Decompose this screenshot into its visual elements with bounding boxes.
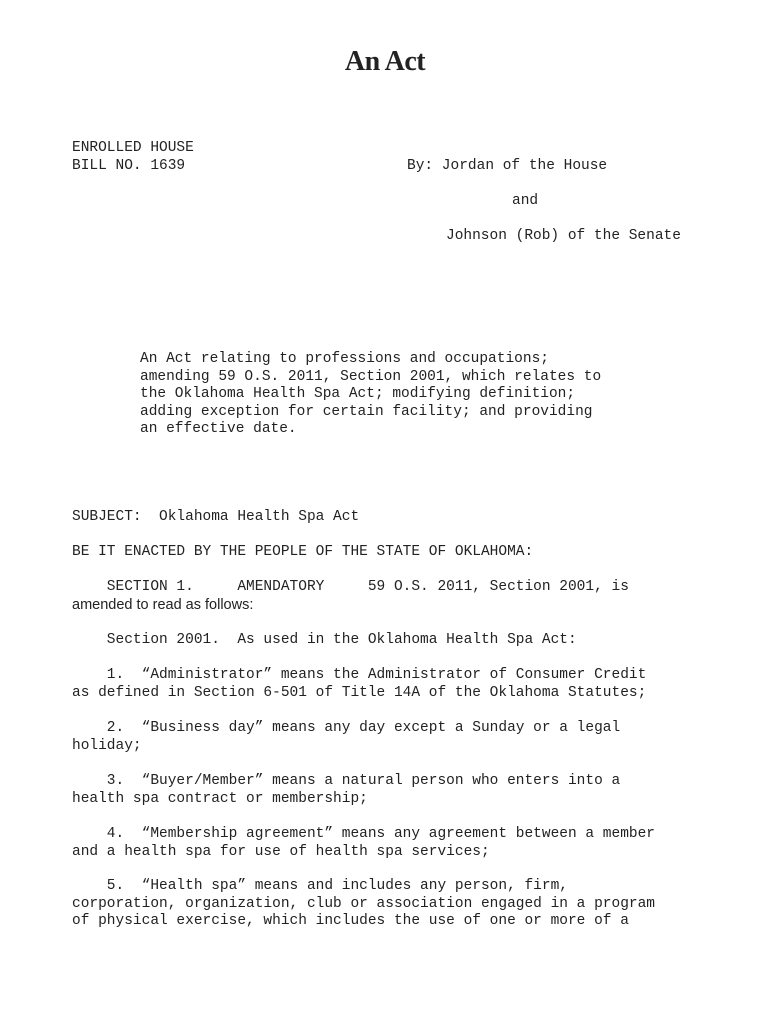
bill-label-line1: ENROLLED HOUSE: [72, 140, 194, 156]
paragraph-line: holiday;: [72, 737, 142, 754]
summary-line: amending 59 O.S. 2011, Section 2001, which relates to: [140, 368, 602, 385]
paragraph-line: 5. “Health spa” means and includes any person, firm,: [72, 878, 568, 894]
enacting-clause: BE IT ENACTED BY THE PEOPLE OF THE STATE OF OKLAHOMA:: [72, 544, 534, 560]
bill-label-line2: BILL NO. 1639: [72, 158, 186, 174]
paragraph-line: 1. “Administrator” means the Administrator of Consumer Credit: [72, 667, 647, 683]
section-1-heading: SECTION 1. AMENDATORY 59 O.S. 2011, Section 2001, is: [72, 579, 629, 595]
paragraph-line: 4. “Membership agreement” means any agreement between a member: [72, 826, 655, 842]
paragraph-line: health spa contract or membership;: [72, 790, 368, 807]
definition-paragraph: [72, 720, 620, 755]
definition-paragraph: [72, 667, 646, 702]
definition-paragraph: [72, 826, 655, 861]
author-conjunction: and: [512, 193, 539, 209]
section-2001-intro: Section 2001. As used in the Oklahoma Health Spa Act:: [72, 632, 577, 648]
section-1-continuation: amended to read as follows:: [72, 597, 254, 613]
paragraph-line: 3. “Buyer/Member” means a natural person who enters into a: [72, 773, 621, 789]
definition-paragraph: [72, 773, 620, 808]
paragraph-line: as defined in Section 6-501 of Title 14A of the Oklahoma Statutes;: [72, 684, 647, 701]
document-title: An Act: [344, 46, 426, 77]
paragraph-line: 2. “Business day” means any day except a Sunday or a legal: [72, 720, 621, 736]
paragraph-line: corporation, organization, club or association engaged in a program: [72, 895, 655, 912]
subject-line: SUBJECT: Oklahoma Health Spa Act: [72, 509, 360, 525]
author-senate: Johnson (Rob) of the Senate: [446, 228, 681, 244]
paragraph-line: and a health spa for use of health spa services;: [72, 843, 490, 860]
summary-line: An Act relating to professions and occupations;: [140, 351, 549, 367]
summary-line: an effective date.: [140, 421, 297, 438]
act-summary: [140, 351, 601, 439]
definition-paragraph: [72, 878, 655, 931]
paragraph-line: of physical exercise, which includes the use of one or more of a: [72, 913, 629, 930]
summary-line: adding exception for certain facility; and providing: [140, 403, 593, 420]
summary-line: the Oklahoma Health Spa Act; modifying definition;: [140, 386, 576, 403]
author-house: By: Jordan of the House: [407, 158, 608, 174]
